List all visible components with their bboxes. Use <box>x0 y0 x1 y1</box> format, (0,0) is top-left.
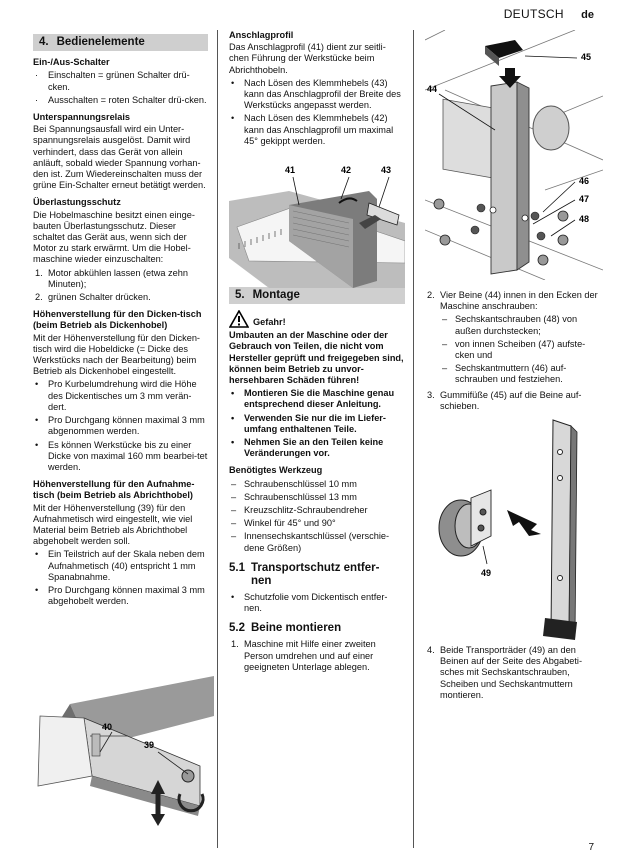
danger-text: Umbauten an der Maschine oder der Gebrauch von Teilen, die nicht vom Hersteller geprüft und freigegeben sind, können beim Betrieb zu unvor-hersehbaren Schäden führen! <box>229 330 404 386</box>
steps-list <box>425 645 603 701</box>
bullet-list <box>33 549 208 607</box>
list-item: 4. Beide Transporträder (49) an den Beinen auf der Seite des Abgabeti-sches mit Sechskantschrauben, Scheiben und Sechskantmuttern montieren. <box>427 645 582 700</box>
language-label: DEUTSCH <box>503 7 564 21</box>
list-item: – Innensechskantschlüssel (verschie-dene Größen) <box>231 531 390 553</box>
fence-illustration <box>229 163 405 288</box>
list-item: • Nach Lösen des Klemmhebels (42) kann das Anschlagprofil um maximal 45° gekippt werden. <box>231 113 394 146</box>
subsection-5-2: 5.2 Beine montieren <box>229 622 342 635</box>
subheading-undervoltage: Unterspannungsrelais <box>33 112 131 123</box>
list-item: • Pro Durchgang können maximal 3 mm abgenommen werden. <box>35 415 205 437</box>
list-item: • Nehmen Sie an den Teilen keine Veränderungen vor. <box>231 437 384 459</box>
column-2 <box>229 30 405 677</box>
section-heading: 5. Montage <box>229 287 405 304</box>
callout-47: 47 <box>579 194 590 204</box>
leg-mounting-illustration <box>425 30 603 280</box>
onoff-list <box>33 70 208 106</box>
subheading-height-surface: Höhenverstellung für den Aufnahme-tisch (beim Betrieb als Abrichthobel) <box>33 479 195 501</box>
list-item: – Sechskantmuttern (46) auf-schrauben und festziehen. <box>442 363 567 385</box>
surface-table-illustration <box>30 676 214 826</box>
subheading-onoff: Ein-/Aus-Schalter <box>33 57 110 68</box>
column-divider <box>217 30 218 848</box>
callout-49: 49 <box>481 568 492 578</box>
paragraph: Das Anschlagprofil (41) dient zur seitli-chen Führung der Werkstücke beim Abrichthobeln. <box>229 42 386 75</box>
list-item: • Pro Durchgang können maximal 3 mm abgehobelt werden. <box>35 584 205 607</box>
subsection-5-1: 5.1 Transportschutz entfer- nen <box>229 561 380 587</box>
steps-list <box>425 290 603 412</box>
list-item: – Kreuzschlitz-Schraubendreher <box>231 505 368 516</box>
list-item: • Es können Werkstücke bis zu einer Dicke von maximal 160 mm bearbei-tet werden. <box>35 439 208 472</box>
danger-list <box>229 388 405 459</box>
callout-42: 42 <box>341 165 352 175</box>
bullet-list <box>33 379 208 473</box>
list-item: · Einschalten = grünen Schalter drü-cken. <box>35 70 190 92</box>
callout-46: 46 <box>579 176 590 186</box>
callout-40: 40 <box>102 722 113 732</box>
callout-39: 39 <box>144 740 155 750</box>
list-item: • Pro Kurbelumdrehung wird die Höhe des Dickentisches um 3 mm verän-dert. <box>35 379 197 412</box>
callout-43: 43 <box>381 165 392 175</box>
list-item: 1. Motor abkühlen lassen (etwa zehn Minuten); <box>35 267 188 289</box>
list-item: 3. Gummifüße (45) auf die Beine auf-schieben. <box>427 389 582 411</box>
list-item: • Verwenden Sie nur die im Liefer-umfang enthaltenen Teile. <box>231 412 386 434</box>
list-item: • Montieren Sie die Maschine genau entsprechend dieser Anleitung. <box>231 388 395 410</box>
bullet-list <box>229 592 405 614</box>
list-item: – Winkel für 45° und 90° <box>231 518 336 529</box>
paragraph: Mit der Höhenverstellung für den Dicken-tisch wird die Hobeldicke (= Dicke des Werkstücks nach der Bearbeitung) beim Betrieb als Dickenhobel eingestellt. <box>33 332 200 377</box>
tools-list <box>229 479 405 554</box>
list-item: 2. grünen Schalter drücken. <box>35 292 151 303</box>
warning-icon <box>229 310 249 328</box>
page-number: 7 <box>588 841 594 853</box>
list-item: – Schraubenschlüssel 13 mm <box>231 491 357 502</box>
transport-wheel-illustration <box>425 418 603 640</box>
column-3-bottom <box>425 643 603 705</box>
column-3 <box>425 288 603 416</box>
list-item: 2. Vier Beine (44) innen in den Ecken der Maschine anschrauben: – Sechskantschrauben (48) von außen durchstecken; – von innen Scheiben (47) aufste-cken und – Sechskantmuttern (46) auf-schrauben und festziehen. <box>425 290 603 386</box>
callout-41: 41 <box>285 165 296 175</box>
list-item: – Schraubenschlüssel 10 mm <box>231 478 357 489</box>
subheading-overload: Überlastungsschutz <box>33 197 121 208</box>
list-item: – von innen Scheiben (47) aufste-cken und <box>442 338 586 361</box>
steps-list <box>229 639 405 673</box>
callout-48: 48 <box>579 214 590 224</box>
list-item: • Schutzfolie vom Dickentisch entfer-nen. <box>231 591 388 614</box>
danger-heading: Gefahr! <box>229 310 405 328</box>
language-code: de <box>581 9 594 21</box>
list-item: – Sechskantschrauben (48) von außen durchstecken; <box>442 314 578 336</box>
bullet-list <box>229 78 405 147</box>
list-item: · Ausschalten = roten Schalter drü-cken. <box>35 94 207 105</box>
paragraph: Die Hobelmaschine besitzt einen einge-bauten Überlastungsschutz. Dieser schaltet das Gerät aus, wenn sich der Motor zu stark erwärmt. Um die Hobel-maschine wieder einzuschalten: <box>33 209 195 265</box>
paragraph: Bei Spannungsausfall wird ein Unter-spannungsrelais ausgelöst. Damit wird verhindert, dass das Gerät von allein anläuft, sobald wieder Spannung vorhan-den ist. Zum Wiedereinschalten muss der grüne Ein-Schalter erneut betätigt werden. <box>33 124 206 191</box>
subheading-tools: Benötigtes Werkzeug <box>229 465 323 476</box>
column-divider <box>413 30 414 848</box>
callout-44: 44 <box>427 84 438 94</box>
section-heading: 4. Bedienelemente <box>33 34 208 51</box>
page-header <box>504 9 594 21</box>
list-item: • Ein Teilstrich auf der Skala neben dem Aufnahmetisch (40) entspricht 1 mm Spanabnahme. <box>35 549 205 582</box>
sub-list <box>440 314 603 385</box>
list-item: 1. Maschine mit Hilfe einer zweiten Person umdrehen und auf einer geeigneten Unterlage ablegen. <box>231 639 376 672</box>
column-1 <box>33 30 208 611</box>
overload-steps <box>33 268 208 304</box>
callout-45: 45 <box>581 52 592 62</box>
paragraph: Mit der Höhenverstellung (39) für den Aufnahmetisch wird eingestellt, wie viel Material beim Betrieb als Abrichthobel abgehobelt werden soll. <box>33 502 193 547</box>
subheading-fence: Anschlagprofil <box>229 30 294 40</box>
subheading-height-thickness: Höhenverstellung für den Dicken-tisch (beim Betrieb als Dickenhobel) <box>33 309 202 331</box>
list-item: • Nach Lösen des Klemmhebels (43) kann das Anschlagprofil der Breite des Werkstücks angepasst werden. <box>231 77 401 111</box>
